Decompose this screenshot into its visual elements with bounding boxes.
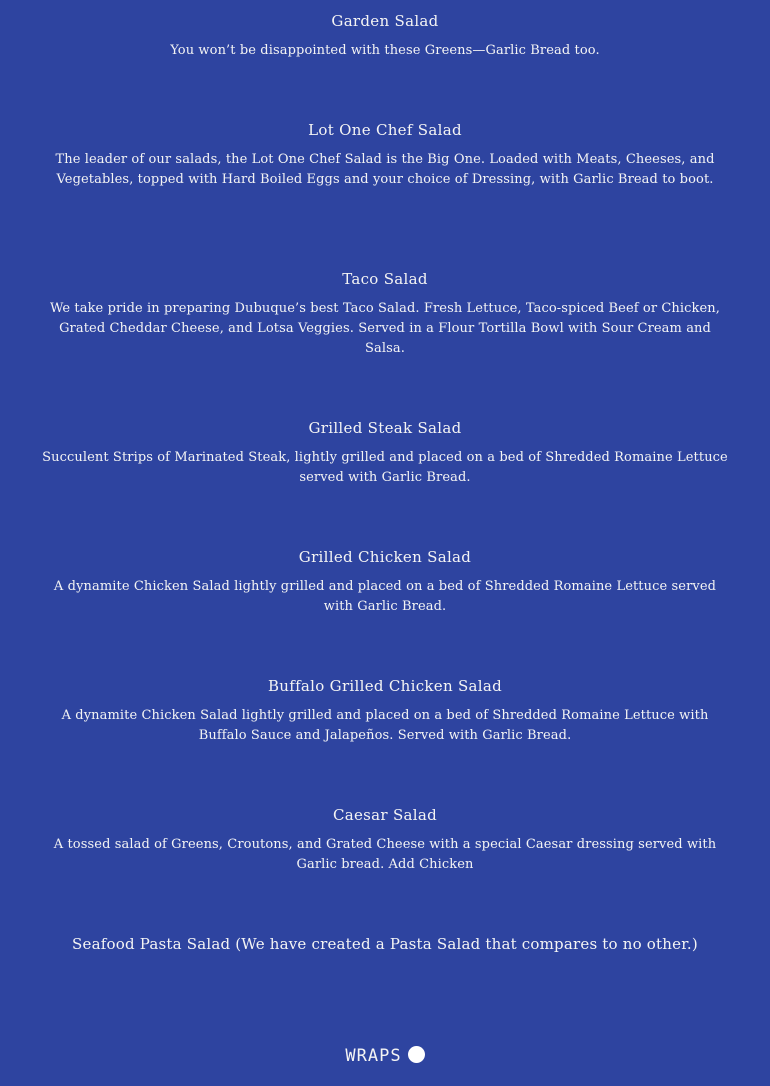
menu-item-description: A dynamite Chicken Salad lightly grilled and placed on a bed of Shredded Romaine Lettuce with Buffalo Sauce and Jalapeños. Served with Garlic Bread. — [61, 708, 709, 743]
menu-item-description: Succulent Strips of Marinated Steak, lightly grilled and placed on a bed of Shredded Romaine Lettuce served with Garlic Bread. — [42, 450, 728, 485]
menu-item-description: We take pride in preparing Dubuque’s best Taco Salad. Fresh Lettuce, Taco-spiced Beef or Chicken, Grated Cheddar Cheese, and Lotsa Veggies. Served in a Flour Tortilla Bowl with Sour Cream and Salsa. — [49, 301, 721, 356]
menu-item-title: Buffalo Grilled Chicken Salad — [267, 677, 503, 695]
menu-item-title: Garden Salad — [331, 12, 439, 30]
menu-item-description: You won’t be disappointed with these Greens—Garlic Bread too. — [170, 43, 600, 58]
menu-item-taco-salad — [40, 268, 730, 359]
menu-item-description: The leader of our salads, the Lot One Chef Salad is the Big One. Loaded with Meats, Cheeses, and Vegetables, topped with Hard Boiled Eggs and your choice of Dressing, with Garlic Bread to boot. — [55, 152, 715, 187]
menu-item-caesar-salad — [40, 804, 730, 875]
menu-item-title: Lot One Chef Salad — [308, 121, 462, 139]
circle-icon — [408, 1046, 425, 1063]
wraps-heading-label: WRAPS — [345, 1046, 402, 1066]
menu-item-description: A dynamite Chicken Salad lightly grilled and placed on a bed of Shredded Romaine Lettuce served with Garlic Bread. — [53, 579, 717, 614]
menu-item-seafood-pasta-salad: Seafood Pasta Salad (We have created a Pasta Salad that compares to no other.) — [72, 935, 698, 953]
menu-item-grilled-chicken-salad — [40, 546, 730, 617]
menu-item-lot-one-chef-salad — [40, 119, 730, 190]
menu-item-garden-salad — [40, 10, 730, 61]
menu-item-buffalo-grilled-chicken-salad — [40, 675, 730, 746]
menu-item-title: Grilled Chicken Salad — [298, 548, 472, 566]
menu-item-description: A tossed salad of Greens, Croutons, and Grated Cheese with a special Caesar dressing served with Garlic bread. Add Chicken — [53, 837, 717, 872]
menu-item-title: Caesar Salad — [332, 806, 438, 824]
menu-item-grilled-steak-salad — [40, 417, 730, 488]
menu-item-title: Taco Salad — [342, 270, 428, 288]
menu-item-title: Grilled Steak Salad — [308, 419, 462, 437]
wraps-section-link[interactable] — [0, 1044, 770, 1068]
